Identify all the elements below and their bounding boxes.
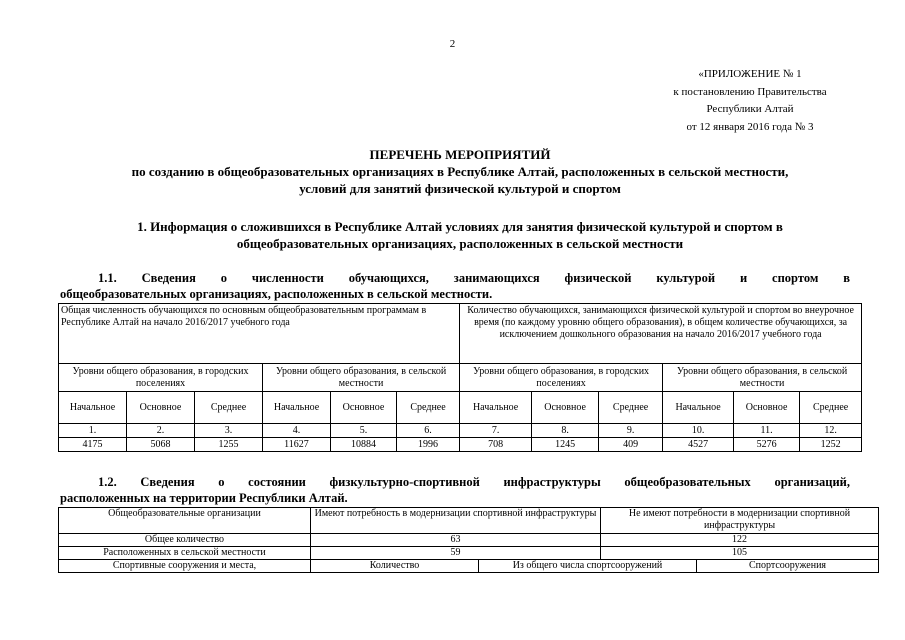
column-number: 11.: [734, 424, 800, 438]
table-row: [59, 547, 879, 560]
organizations-header: Общеобразовательные организации: [59, 508, 311, 534]
table-cell: 5068: [127, 438, 195, 452]
table-cell: Спортсооружения: [697, 560, 879, 573]
table-cell: 4527: [663, 438, 734, 452]
table-cell: Из общего числа спортсооружений: [479, 560, 697, 573]
column-number: 5.: [331, 424, 397, 438]
level-header: Начальное: [460, 392, 532, 424]
subsection-1-1-line-2: общеобразовательных организациях, расположенных в сельской местности.: [60, 287, 493, 301]
table-cell: 105: [601, 547, 879, 560]
level-header: Среднее: [599, 392, 663, 424]
table-cell: Количество: [311, 560, 479, 573]
section-1-heading: [60, 218, 860, 252]
infrastructure-header-row: [59, 508, 879, 534]
column-number: 9.: [599, 424, 663, 438]
no-need-modernization-header: Не имеют потребности в модернизации спортивной инфраструктуры: [601, 508, 879, 534]
table-cell: 11627: [263, 438, 331, 452]
table-cell: 1245: [532, 438, 599, 452]
level-header: Начальное: [663, 392, 734, 424]
table-cell: 1252: [800, 438, 862, 452]
row-label: Общее количество: [59, 534, 311, 547]
infrastructure-table: [58, 507, 879, 573]
subsection-1-1-line-1: 1.1. Сведения о численности обучающихся, занимающихся физической культурой и спортом в: [98, 271, 850, 285]
table-cell: 10884: [331, 438, 397, 452]
appendix-line-1: «ПРИЛОЖЕНИЕ № 1: [698, 68, 802, 80]
level-header: Среднее: [397, 392, 460, 424]
students-table: [58, 303, 862, 452]
level-header: Основное: [734, 392, 800, 424]
section-1-line-1: 1. Информация о сложившихся в Республике Алтай условиях для занятия физической культурой и спортом в: [137, 219, 783, 234]
table-cell: 59: [311, 547, 601, 560]
row-label: Расположенных в сельской местности: [59, 547, 311, 560]
column-number: 7.: [460, 424, 532, 438]
level-header: Среднее: [195, 392, 263, 424]
group-header: Уровни общего образования, в сельской местности: [263, 364, 460, 392]
table-cell: 1255: [195, 438, 263, 452]
level-header: Начальное: [59, 392, 127, 424]
table-cell: 708: [460, 438, 532, 452]
appendix-line-2: к постановлению Правительства: [673, 85, 827, 98]
group-header: Уровни общего образования, в городских поселениях: [460, 364, 663, 392]
students-sport-header: Количество обучающихся, занимающихся физической культурой и спортом во внеурочное время (по каждому уровню общего образования), в общем количестве обучающихся, за исключением дошкольного образования на начало 2016/2017 учебного года: [460, 304, 862, 364]
document-title: [60, 146, 860, 197]
column-number: 6.: [397, 424, 460, 438]
table-cell: 4175: [59, 438, 127, 452]
title-line-3: условий для занятий физической культурой и спортом: [299, 181, 621, 196]
students-table-group-row: [59, 364, 862, 392]
level-header: Основное: [127, 392, 195, 424]
appendix-block: [630, 66, 870, 136]
appendix-line-4: от 12 января 2016 года № 3: [686, 120, 814, 133]
group-header: Уровни общего образования, в городских поселениях: [59, 364, 263, 392]
column-number: 1.: [59, 424, 127, 438]
level-header: Среднее: [800, 392, 862, 424]
students-table-header-row: [59, 304, 862, 364]
table-cell: 409: [599, 438, 663, 452]
section-1-line-2: общеобразовательных организациях, расположенных в сельской местности: [236, 236, 684, 251]
column-number: 3.: [195, 424, 263, 438]
level-header: Основное: [331, 392, 397, 424]
subsection-1-2-line-2: расположенных на территории Республики Алтай.: [60, 491, 348, 505]
table-cell: 63: [311, 534, 601, 547]
group-header: Уровни общего образования, в сельской местности: [663, 364, 862, 392]
column-number: 4.: [263, 424, 331, 438]
level-header: Начальное: [263, 392, 331, 424]
students-table-number-row: [59, 424, 862, 438]
column-number: 8.: [532, 424, 599, 438]
table-cell: 1996: [397, 438, 460, 452]
need-modernization-header: Имеют потребность в модернизации спортивной инфраструктуры: [311, 508, 601, 534]
column-number: 10.: [663, 424, 734, 438]
table-cell: Спортивные сооружения и места,: [59, 560, 311, 573]
table-cell: 5276: [734, 438, 800, 452]
appendix-line-3: Республики Алтай: [706, 103, 794, 115]
title-line-2: по созданию в общеобразовательных организациях в Республике Алтай, расположенных в сельской местности,: [131, 164, 789, 179]
subsection-1-2-line-1: 1.2. Сведения о состоянии физкультурно-спортивной инфраструктуры общеобразовательных организаций,: [98, 475, 850, 489]
students-table-value-row: [59, 438, 862, 452]
subsection-1-2-heading: [60, 474, 850, 506]
table-row: [59, 560, 879, 573]
title-line-1: ПЕРЕЧЕНЬ МЕРОПРИЯТИЙ: [369, 147, 551, 162]
subsection-1-1-heading: [60, 270, 850, 302]
page-number: 2: [449, 38, 456, 50]
students-table-level-row: [59, 392, 862, 424]
students-total-header: Общая численность обучающихся по основным общеобразовательным программам в Республике Алтай на начало 2016/2017 учебного года: [59, 304, 460, 364]
level-header: Основное: [532, 392, 599, 424]
table-cell: 122: [601, 534, 879, 547]
column-number: 12.: [800, 424, 862, 438]
table-row: [59, 534, 879, 547]
column-number: 2.: [127, 424, 195, 438]
